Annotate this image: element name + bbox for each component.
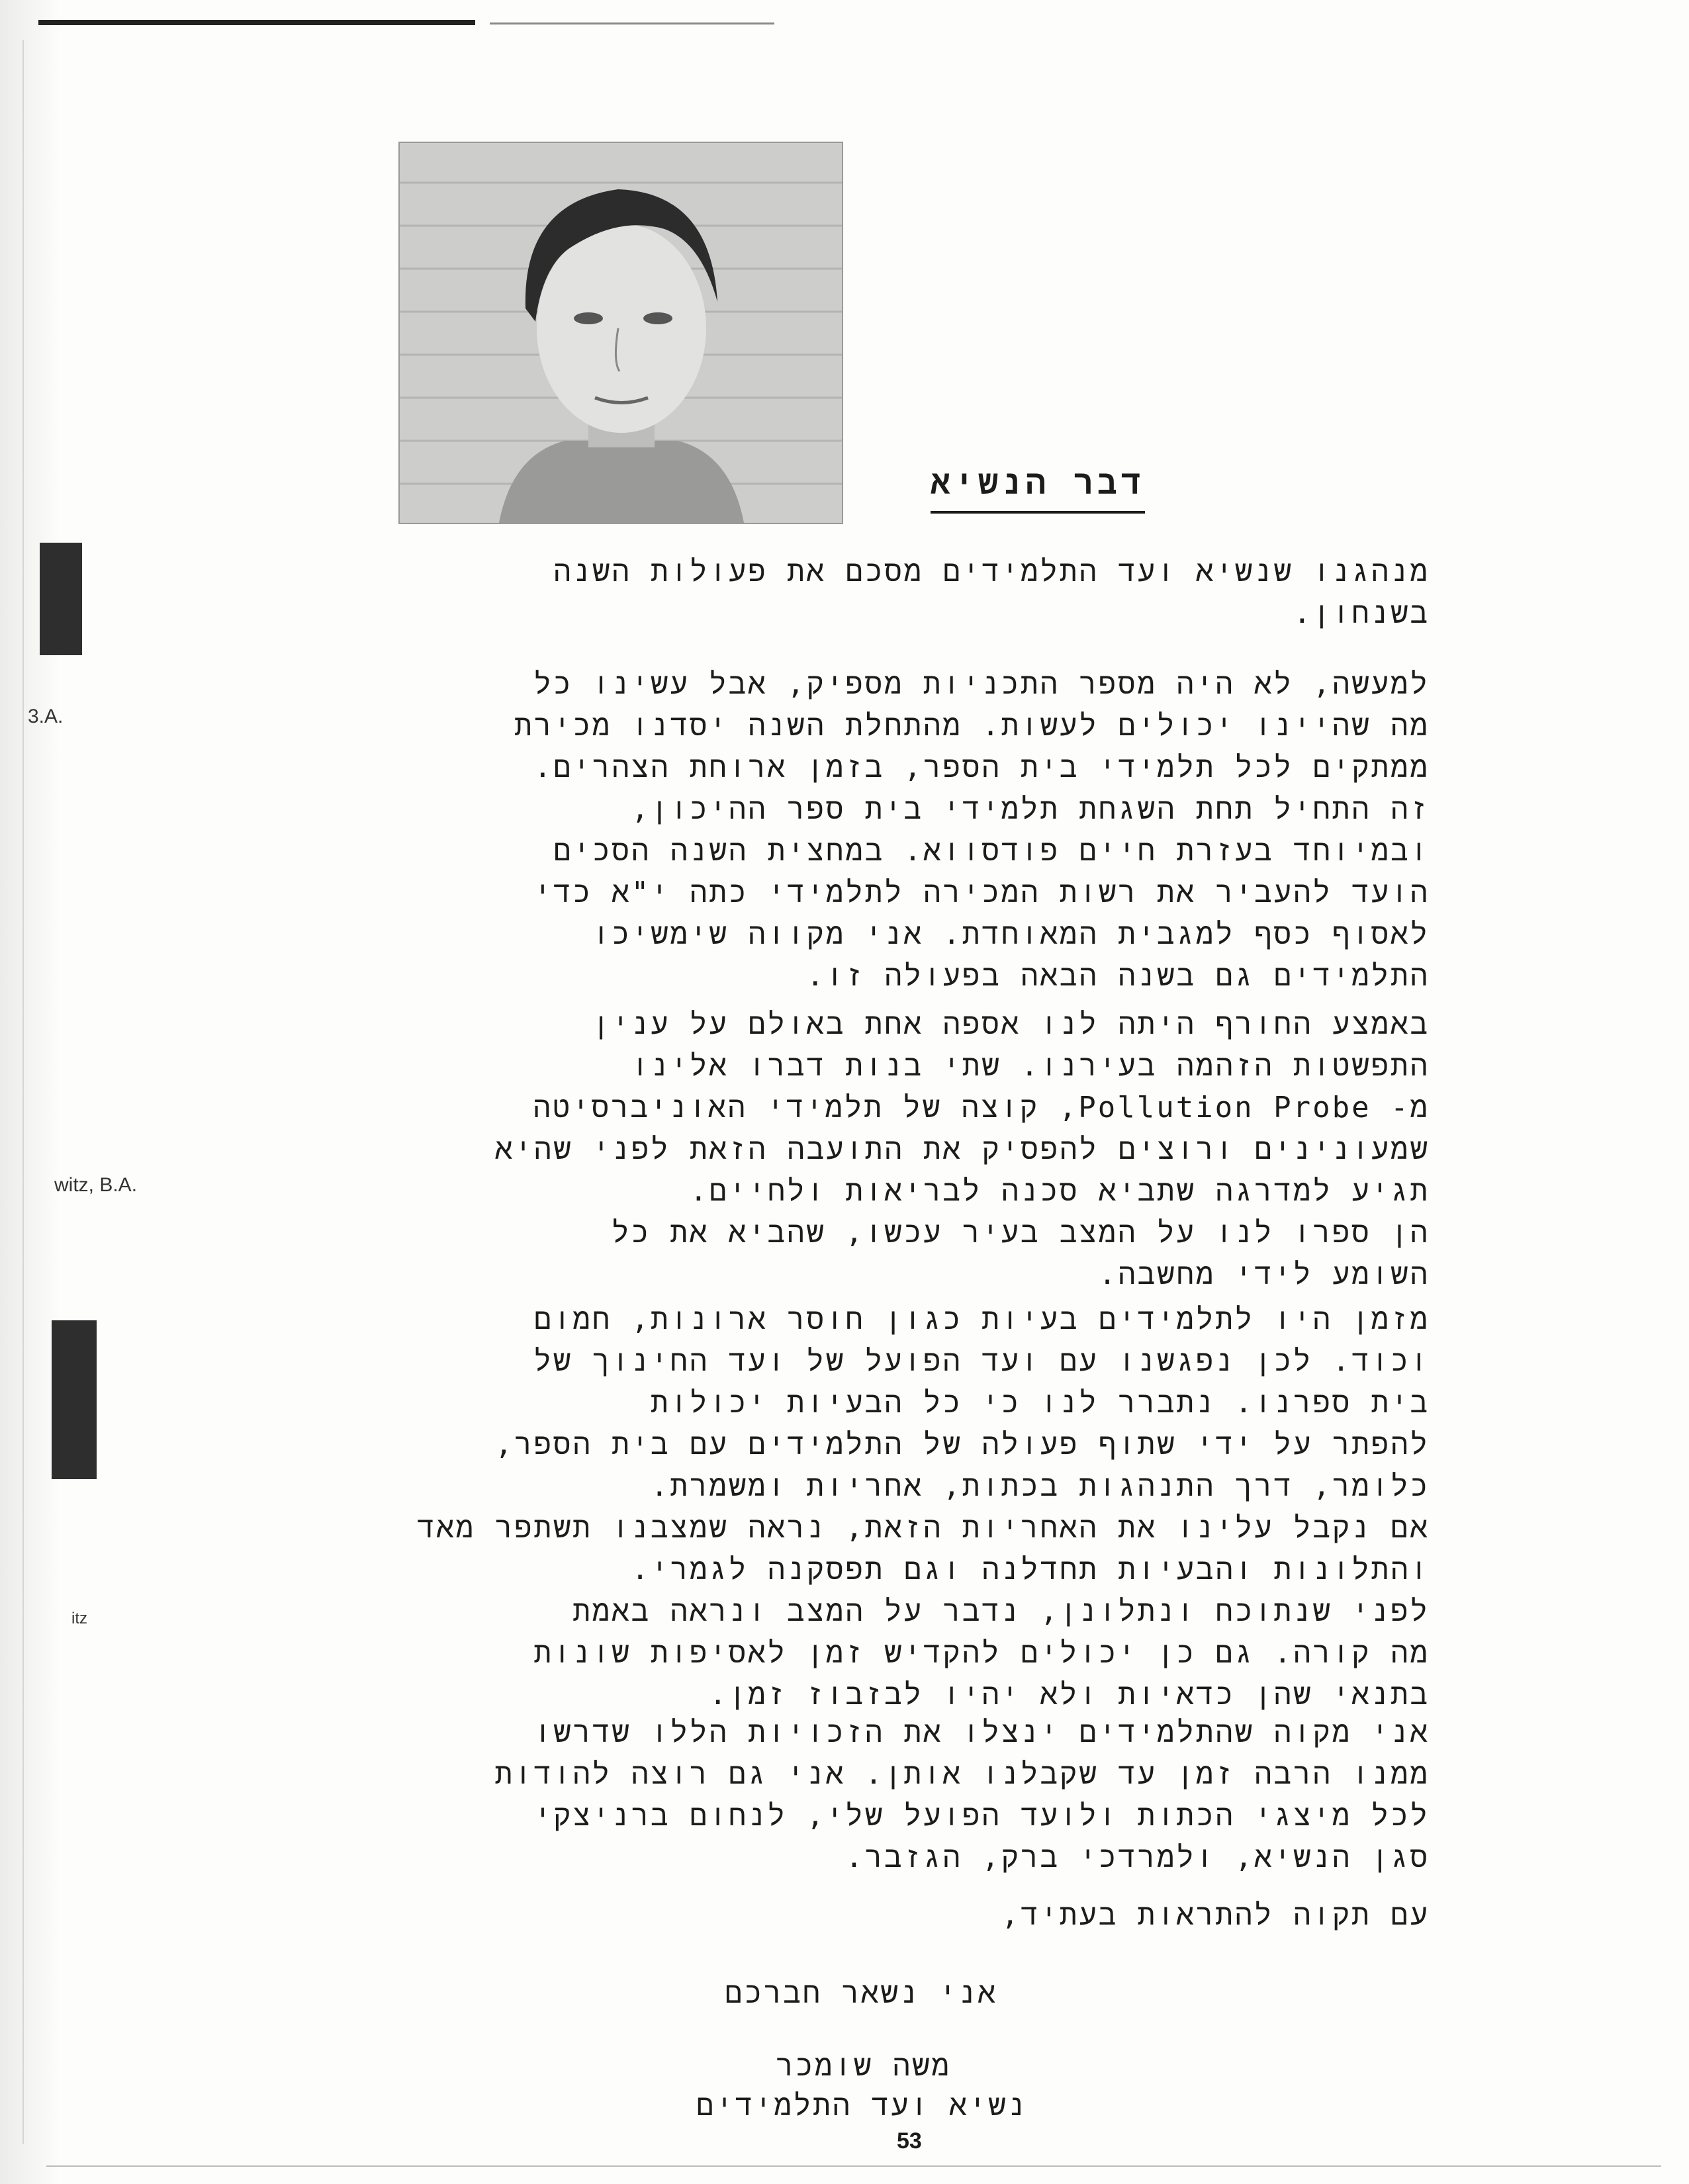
margin-fragment: 3.A. — [28, 705, 64, 727]
text-line: מזמן היו לתלמידים בעיות כגון חוסר ארונות, חמום — [533, 1302, 1430, 1336]
text-line: אם נקבל עלינו את האחריות הזאת, נראה שמצבנו תשתפר מאד — [417, 1511, 1430, 1545]
text-line: הועד להעביר את רשות המכירה לתלמידי כתה י"א כדי — [533, 876, 1430, 909]
paragraph — [291, 1003, 1430, 1295]
paragraph — [291, 551, 1430, 634]
paragraph — [291, 1711, 1430, 1878]
text-line: אני מקוה שהתלמידים ינצלו את הזכויות הללו שדרשו — [533, 1715, 1430, 1749]
text-line — [291, 1087, 1430, 1128]
text-line: ממתקים לכל תלמידי בית הספר, בזמן ארוחת הצהרים. — [533, 751, 1430, 784]
text-line: לכל מיצגי הכתות ולועד הפועל שלי, לנחום ברניצקי — [533, 1799, 1430, 1833]
text-line: הן ספרו לנו על המצב בעיר עכשו, שהביא את כל — [612, 1216, 1430, 1250]
text-line: התלמידים גם בשנה הבאה בפעולה זו. — [806, 959, 1430, 993]
text-line: סגן הנשיא, ולמרדכי ברק, הגזבר. — [845, 1841, 1430, 1874]
closing-line: עם תקוה להתראות בעתיד, — [1001, 1898, 1430, 1932]
text-line: התפשטות הזהמה בעירנו. שתי בנות דברו אלינו — [631, 1049, 1430, 1083]
text-line: ובמיוחד בעזרת חיים פודסווא. במחצית השנה הסכים — [553, 834, 1430, 868]
bottom-rule — [46, 2165, 1661, 2167]
text-line: שמעונינים ורוצים להפסיק את התועבה הזאת לפני שהיא — [494, 1132, 1430, 1166]
farewell-line: אני נשאר חברכם — [725, 1976, 997, 2010]
page-number: 53 — [897, 2128, 922, 2154]
text-line: וכוד. לכן נפגשנו עם ועד הפועל של ועד החינוך של — [533, 1344, 1430, 1378]
page-title: דבר הנשיא — [931, 463, 1145, 514]
left-page-bleed — [0, 0, 60, 2184]
signature-name: משה שומכר — [776, 2049, 951, 2083]
text-line: בתנאי שהן כדאיות ולא יהיו לבזבוז זמן. — [709, 1678, 1430, 1711]
bleed-dark-block — [40, 543, 82, 655]
portrait-photo — [398, 142, 843, 524]
text-line: בית ספרנו. נתברר לנו כי כל הבעיות יכולות — [651, 1386, 1430, 1420]
text-line: לפני שנתוכח ונתלונן, נדבר על המצב ונראה באמת — [572, 1594, 1430, 1628]
text-line: זה התחיל תחת השגחת תלמידי בית ספר ההיכון, — [631, 792, 1430, 826]
text-line: מה שהיינו יכולים לעשות. מהתחלת השנה יסדנו מכירת — [514, 709, 1430, 743]
text-line: מה קורה. גם כן יכולים להקדיש זמן לאסיפות שונות — [533, 1636, 1430, 1670]
margin-fragment: witz, B.A. — [54, 1174, 138, 1196]
paragraph — [291, 663, 1430, 997]
text-line: לאסוף כסף למגבית המאוחדת. אני מקווה שימשיכו — [592, 917, 1430, 951]
text-line: מנהגנו שנשיא ועד התלמידים מסכם את פעולות השנה — [553, 555, 1430, 588]
text-line: באמצע החורף היתה לנו אספה אחת באולם על ענין — [592, 1007, 1430, 1041]
text-line-mixed: מ- Pollution Probe, קוצה של תלמידי האוניברסיטה — [533, 1091, 1430, 1124]
text-line: כלומר, דרך התנהגות בכתות, אחריות ומשמרת. — [651, 1469, 1430, 1503]
text-line: ממנו הרבה זמן עד שקבלנו אותן. אני גם רוצה להודות — [494, 1757, 1430, 1791]
top-rule — [490, 23, 774, 24]
bleed-dark-block — [52, 1320, 97, 1479]
binding-line — [23, 40, 24, 2144]
text-line: בשנחון. — [1293, 596, 1430, 630]
text-line: למעשה, לא היה מספר התכניות מספיק, אבל עשינו כל — [533, 667, 1430, 701]
margin-fragment: itz — [71, 1610, 87, 1627]
top-rule — [38, 20, 475, 25]
text-line: השומע לידי מחשבה. — [1098, 1257, 1430, 1291]
paragraph — [291, 1298, 1430, 1715]
signature-title: נשיא ועד התלמידים — [696, 2089, 1027, 2122]
text-line: להפתר על ידי שתוף פעולה של התלמידים עם בית הספר, — [494, 1428, 1430, 1461]
text-line: והתלונות והבעיות תחדלנה וגם תפסקנה לגמרי. — [631, 1553, 1430, 1586]
text-line: תגיע למדרגה שתביא סכנה לבריאות ולחיים. — [690, 1174, 1430, 1208]
